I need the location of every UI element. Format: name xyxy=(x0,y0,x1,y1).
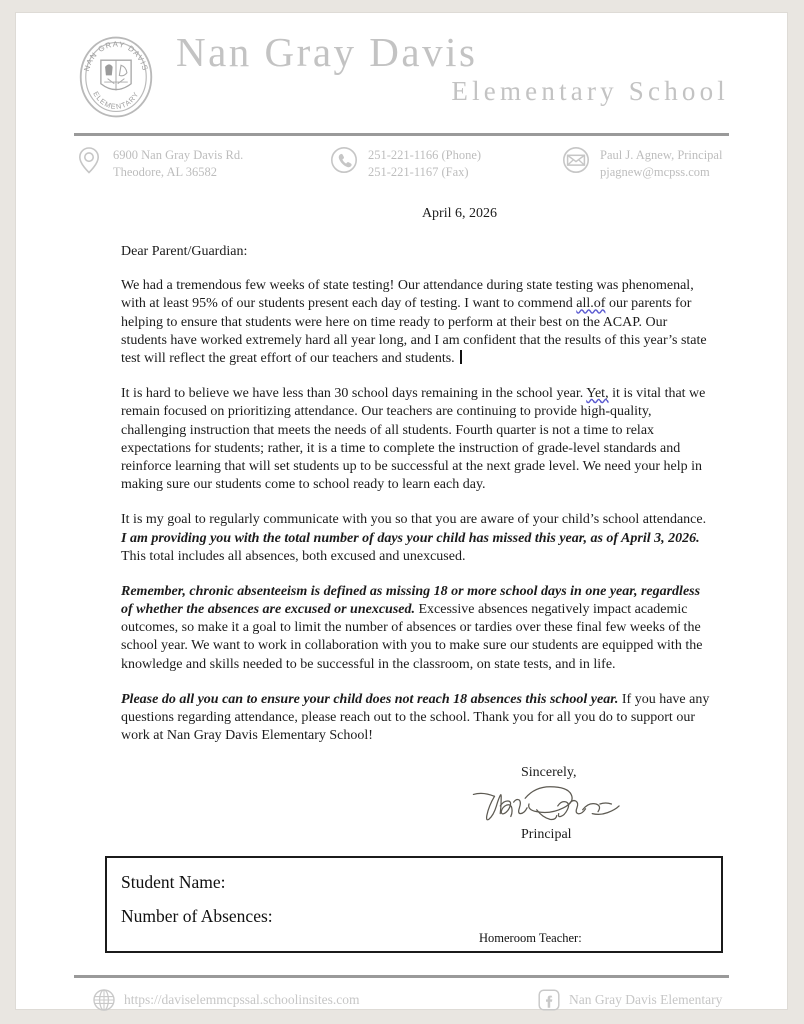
facebook-icon xyxy=(537,988,561,1012)
paragraph-2-text-a: It is hard to believe we have less than 30 school days remaining in the school year. xyxy=(121,386,587,402)
paragraph-1-text-b: our parents for helping to ensure that students were here on time ready to perform at their best on the ACAP. Our students have worked extremely hard all year long, and I am confident that the results of this year’s state test will reflect the great effort of our teachers and students. xyxy=(121,296,707,366)
principal-email: pjagnew@mcpss.com xyxy=(600,164,710,179)
paragraph-4-emphasis: Remember, chronic absenteeism is defined as missing 18 or more school days in one year, regardless of whether the absences are excused or unexcused. xyxy=(121,583,701,618)
text-cursor xyxy=(460,350,462,364)
student-info-box xyxy=(105,856,723,953)
paragraph-1-text-a: We had a tremendous few weeks of state testing! Our attendance during state testing was phenomenal, with at least 95% of our students present each day of testing. I want to commend xyxy=(121,278,694,312)
paragraph-5 xyxy=(121,691,715,746)
svg-text:NAN GRAY DAVIS: NAN GRAY DAVIS xyxy=(82,39,150,73)
phone-line-1: 251-221-1166 (Phone) xyxy=(368,148,482,162)
contact-row xyxy=(16,136,787,180)
paragraph-4 xyxy=(121,583,715,674)
address-text xyxy=(113,145,243,180)
school-title-group xyxy=(176,31,731,107)
letter-page xyxy=(15,12,788,1010)
letterhead xyxy=(16,13,787,125)
globe-icon xyxy=(92,988,116,1012)
footer-facebook[interactable] xyxy=(537,988,722,1012)
contact-email xyxy=(561,145,731,180)
paragraph-3-text-a: It is my goal to regularly communicate with you so that you are aware of your child’s school attendance. xyxy=(121,512,707,528)
handwritten-signature xyxy=(465,781,715,827)
paragraph-5-emphasis: Please do all you can to ensure your child does not reach 18 absences this school year. xyxy=(121,691,619,707)
contact-address xyxy=(74,145,329,180)
contact-phone xyxy=(329,145,561,180)
footer-website[interactable] xyxy=(92,988,537,1012)
email-text xyxy=(600,145,722,180)
number-of-absences-label: Number of Absences: xyxy=(121,906,273,927)
paragraph-3-text-b: This total includes all absences, both excused and unexcused. xyxy=(121,548,466,564)
student-name-label: Student Name: xyxy=(121,872,226,893)
signer-title: Principal xyxy=(521,827,572,843)
paragraph-2-text-b: it is vital that we remain focused on prioritizing attendance. Our teachers are continuing to provide high-quality, challenging instruction that meets the needs of all students. Fourth quarter is not a time to relax expectations for students; rather, it is a time to complete the instruction of grade-level standards and reinforce learning that will set students up to be successful at the next grade level. We need your help in making sure our students come to school ready to learn each day. xyxy=(121,386,706,493)
salutation: Dear Parent/Guardian: xyxy=(121,244,248,260)
facebook-page-name[interactable]: Nan Gray Davis Elementary xyxy=(569,992,723,1008)
spellcheck-word-all-of[interactable]: all.of xyxy=(576,296,606,312)
phone-line-2: 251-221-1167 (Fax) xyxy=(368,164,469,179)
svg-text:ELEMENTARY: ELEMENTARY xyxy=(91,89,141,112)
paragraph-4-text-b: Excessive absences negatively impact academic outcomes, so make it a goal to limit the number of absences or tardies over these final few weeks of the school year. We want to work in collaboration with you to make sure our students are equipped with the knowledge and skills needed to be successful in the classroom, on state tests, and in life. xyxy=(121,602,703,672)
spellcheck-word-yet[interactable]: Yet, xyxy=(586,386,609,402)
paragraph-5-text-b: If you have any questions regarding attendance, please reach out to the school. Thank you for all you do to support our work at Nan Gray Davis Elementary School! xyxy=(121,691,710,744)
letter-body xyxy=(16,206,787,843)
signature-block xyxy=(121,765,715,843)
address-line-1: 6900 Nan Gray Davis Rd. xyxy=(113,148,244,162)
school-name: Nan Gray Davis xyxy=(176,29,478,75)
school-crest-icon xyxy=(74,35,158,119)
address-line-2: Theodore, AL 36582 xyxy=(113,164,218,179)
closing-word: Sincerely, xyxy=(521,765,577,781)
school-subtitle: Elementary School xyxy=(451,76,729,107)
location-pin-icon xyxy=(74,145,104,175)
homeroom-teacher-label: Homeroom Teacher: xyxy=(479,931,582,946)
paragraph-1 xyxy=(121,277,715,368)
website-url[interactable]: https://daviselemmcpssal.schoolinsites.com xyxy=(124,992,360,1008)
paragraph-3-emphasis: I am providing you with the total number of days your child has missed this year, as of April 3, 2026. xyxy=(121,530,700,546)
letter-date: April 6, 2026 xyxy=(421,206,497,222)
principal-name: Paul J. Agnew, Principal xyxy=(600,148,723,162)
footer-row xyxy=(16,978,787,1012)
phone-text xyxy=(368,145,481,180)
envelope-icon xyxy=(561,145,591,175)
paragraph-2 xyxy=(121,385,715,494)
phone-icon xyxy=(329,145,359,175)
paragraph-3 xyxy=(121,511,715,566)
